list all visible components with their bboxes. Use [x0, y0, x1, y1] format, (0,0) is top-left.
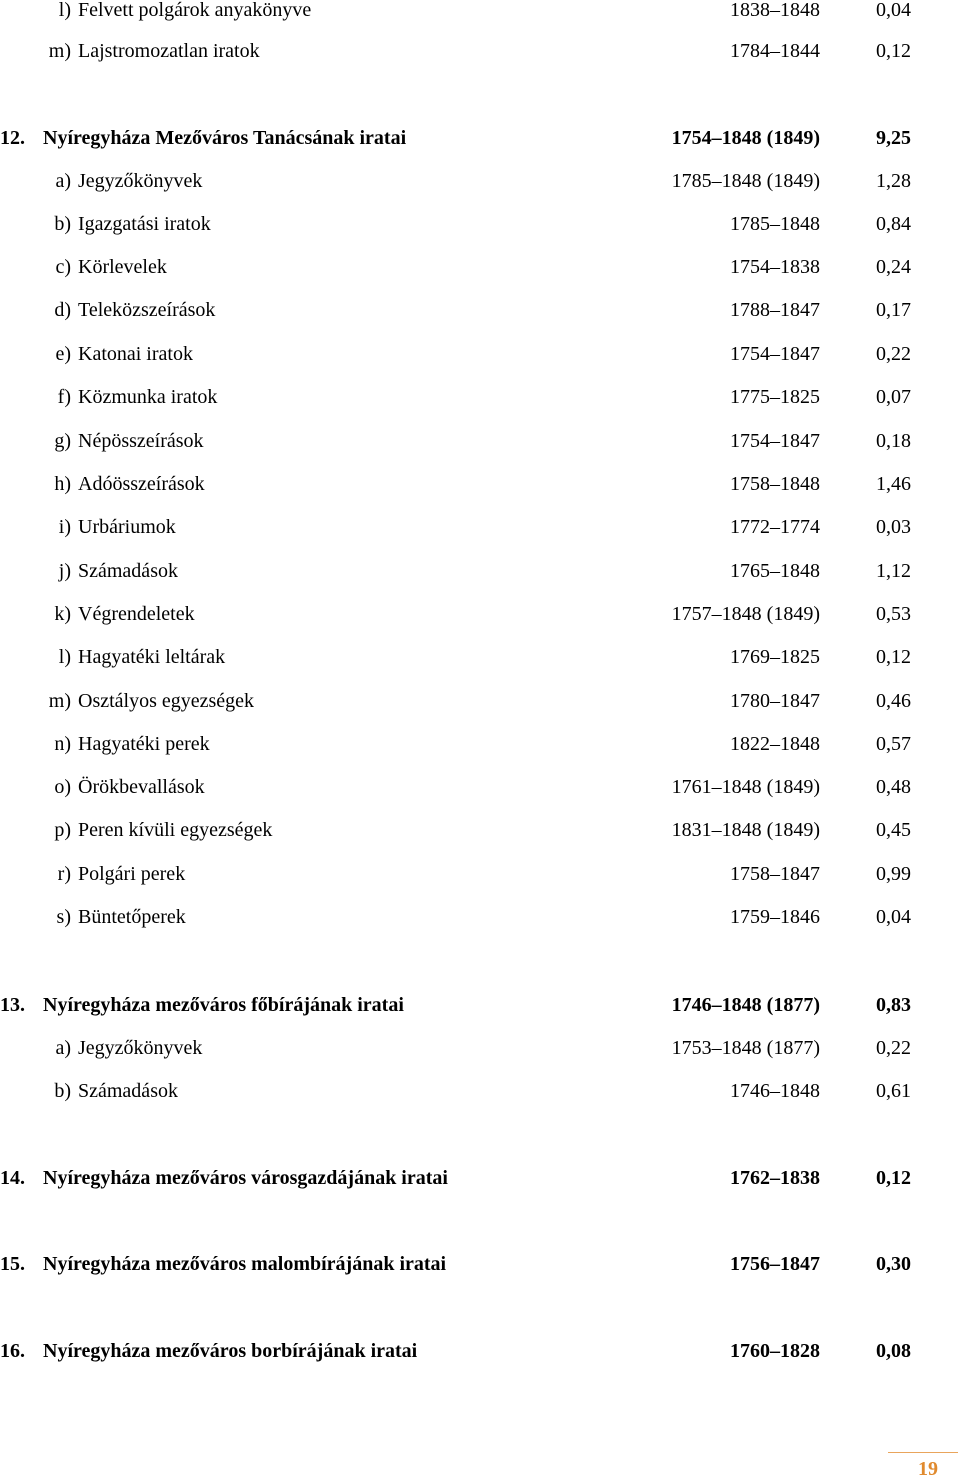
- item-number: 15.: [0, 1253, 25, 1275]
- item-title: Peren kívüli egyezségek: [78, 819, 273, 841]
- item-volume: 0,08: [876, 1340, 911, 1362]
- subitem-row: [0, 816, 960, 844]
- item-title: Osztályos egyezségek: [78, 690, 255, 712]
- item-volume: 1,12: [876, 560, 911, 582]
- item-volume: 0,03: [876, 516, 911, 538]
- subitem-row: [0, 730, 960, 758]
- item-volume: 0,45: [876, 819, 911, 841]
- section-row: [0, 124, 960, 152]
- item-years: 1760–1828: [730, 1340, 820, 1362]
- item-number: p): [54, 819, 71, 841]
- item-volume: 0,18: [876, 430, 911, 452]
- section-row: [0, 1250, 960, 1278]
- item-years: 1788–1847: [730, 299, 820, 321]
- item-years: 1785–1848 (1849): [671, 170, 820, 192]
- subitem-row: [0, 383, 960, 411]
- item-number: s): [56, 906, 71, 928]
- item-volume: 0,22: [876, 343, 911, 365]
- subitem-row: [0, 687, 960, 715]
- subitem-row: [0, 210, 960, 238]
- item-number: a): [55, 1037, 71, 1059]
- item-years: 1757–1848 (1849): [671, 603, 820, 625]
- item-number: 12.: [0, 127, 25, 149]
- subitem-row: [0, 600, 960, 628]
- item-volume: 0,61: [876, 1080, 911, 1102]
- item-title: Jegyzőkönyvek: [78, 170, 203, 192]
- item-title: Teleközszeírások: [78, 299, 216, 321]
- item-number: a): [55, 170, 71, 192]
- item-number: j): [58, 560, 71, 582]
- item-years: 1746–1848 (1877): [671, 994, 820, 1016]
- item-years: 1762–1838: [730, 1167, 820, 1189]
- item-years: 1753–1848 (1877): [671, 1037, 820, 1059]
- item-volume: 9,25: [876, 127, 911, 149]
- item-number: 13.: [0, 994, 25, 1016]
- item-title: Örökbevallások: [78, 776, 205, 798]
- item-number: m): [48, 40, 71, 62]
- subitem-row: [0, 1034, 960, 1062]
- footer-rule: [888, 1452, 958, 1453]
- item-title: Hagyatéki leltárak: [78, 646, 226, 668]
- item-title: Nyíregyháza mezőváros malombírájának iratai: [43, 1253, 447, 1275]
- item-years: 1769–1825: [730, 646, 820, 668]
- item-number: l): [58, 0, 71, 21]
- item-number: h): [54, 473, 71, 495]
- item-number: m): [48, 690, 71, 712]
- item-volume: 0,12: [876, 1167, 911, 1189]
- item-title: Katonai iratok: [78, 343, 193, 365]
- item-title: Számadások: [78, 1080, 178, 1102]
- subitem-row: [0, 513, 960, 541]
- item-years: 1754–1847: [730, 430, 820, 452]
- item-years: 1759–1846: [730, 906, 820, 928]
- item-years: 1838–1848: [730, 0, 820, 21]
- item-volume: 1,46: [876, 473, 911, 495]
- item-number: l): [58, 646, 71, 668]
- section-row: [0, 991, 960, 1019]
- item-volume: 0,12: [876, 646, 911, 668]
- item-volume: 0,99: [876, 863, 911, 885]
- page-number: 19: [918, 1458, 938, 1480]
- item-title: Közmunka iratok: [78, 386, 218, 408]
- item-years: 1780–1847: [730, 690, 820, 712]
- item-title: Hagyatéki perek: [78, 733, 210, 755]
- item-title: Körlevelek: [78, 256, 167, 278]
- item-years: 1784–1844: [730, 40, 820, 62]
- item-number: b): [54, 213, 71, 235]
- subitem-row: [0, 0, 960, 24]
- item-number: d): [54, 299, 71, 321]
- item-years: 1765–1848: [730, 560, 820, 582]
- item-years: 1758–1848: [730, 473, 820, 495]
- subitem-row: [0, 1077, 960, 1105]
- subitem-row: [0, 253, 960, 281]
- item-title: Lajstromozatlan iratok: [78, 40, 260, 62]
- item-title: Adóösszeírások: [78, 473, 205, 495]
- item-volume: 0,57: [876, 733, 911, 755]
- item-number: g): [54, 430, 71, 452]
- item-title: Jegyzőkönyvek: [78, 1037, 203, 1059]
- item-title: Népösszeírások: [78, 430, 204, 452]
- item-years: 1756–1847: [730, 1253, 820, 1275]
- item-volume: 0,83: [876, 994, 911, 1016]
- item-number: n): [54, 733, 71, 755]
- item-years: 1761–1848 (1849): [671, 776, 820, 798]
- item-number: r): [57, 863, 71, 885]
- item-volume: 0,04: [876, 906, 911, 928]
- item-volume: 0,22: [876, 1037, 911, 1059]
- item-number: b): [54, 1080, 71, 1102]
- item-years: 1754–1838: [730, 256, 820, 278]
- item-volume: 0,17: [876, 299, 911, 321]
- item-years: 1831–1848 (1849): [671, 819, 820, 841]
- item-title: Nyíregyháza Mezőváros Tanácsának iratai: [43, 127, 407, 149]
- subitem-row: [0, 773, 960, 801]
- subitem-row: [0, 427, 960, 455]
- subitem-row: [0, 340, 960, 368]
- item-number: 16.: [0, 1340, 25, 1362]
- item-years: 1822–1848: [730, 733, 820, 755]
- item-years: 1775–1825: [730, 386, 820, 408]
- item-volume: 0,30: [876, 1253, 911, 1275]
- item-title: Nyíregyháza mezőváros főbírájának iratai: [43, 994, 404, 1016]
- item-volume: 0,53: [876, 603, 911, 625]
- item-number: c): [55, 256, 71, 278]
- item-volume: 0,24: [876, 256, 911, 278]
- item-volume: 0,46: [876, 690, 911, 712]
- item-volume: 0,84: [876, 213, 911, 235]
- item-volume: 0,04: [876, 0, 911, 21]
- item-title: Nyíregyháza mezőváros városgazdájának iratai: [43, 1167, 448, 1189]
- item-years: 1758–1847: [730, 863, 820, 885]
- item-volume: 1,28: [876, 170, 911, 192]
- item-number: k): [54, 603, 71, 625]
- item-years: 1772–1774: [730, 516, 820, 538]
- item-years: 1754–1847: [730, 343, 820, 365]
- subitem-row: [0, 167, 960, 195]
- section-row: [0, 1164, 960, 1192]
- section-row: [0, 1337, 960, 1365]
- item-title: Igazgatási iratok: [78, 213, 211, 235]
- item-volume: 0,48: [876, 776, 911, 798]
- subitem-row: [0, 470, 960, 498]
- item-number: e): [55, 343, 71, 365]
- item-title: Végrendeletek: [78, 603, 195, 625]
- item-title: Számadások: [78, 560, 178, 582]
- item-number: o): [54, 776, 71, 798]
- subitem-row: [0, 296, 960, 324]
- subitem-row: [0, 643, 960, 671]
- subitem-row: [0, 557, 960, 585]
- item-number: 14.: [0, 1167, 25, 1189]
- item-title: Felvett polgárok anyakönyve: [78, 0, 312, 21]
- item-years: 1754–1848 (1849): [671, 127, 820, 149]
- item-title: Nyíregyháza mezőváros borbírájának iratai: [43, 1340, 418, 1362]
- subitem-row: [0, 903, 960, 931]
- subitem-row: [0, 37, 960, 65]
- item-number: f): [57, 386, 71, 408]
- item-volume: 0,12: [876, 40, 911, 62]
- item-volume: 0,07: [876, 386, 911, 408]
- item-number: i): [58, 516, 71, 538]
- subitem-row: [0, 860, 960, 888]
- item-title: Büntetőperek: [78, 906, 186, 928]
- item-title: Urbáriumok: [78, 516, 176, 538]
- item-years: 1746–1848: [730, 1080, 820, 1102]
- item-title: Polgári perek: [78, 863, 186, 885]
- item-years: 1785–1848: [730, 213, 820, 235]
